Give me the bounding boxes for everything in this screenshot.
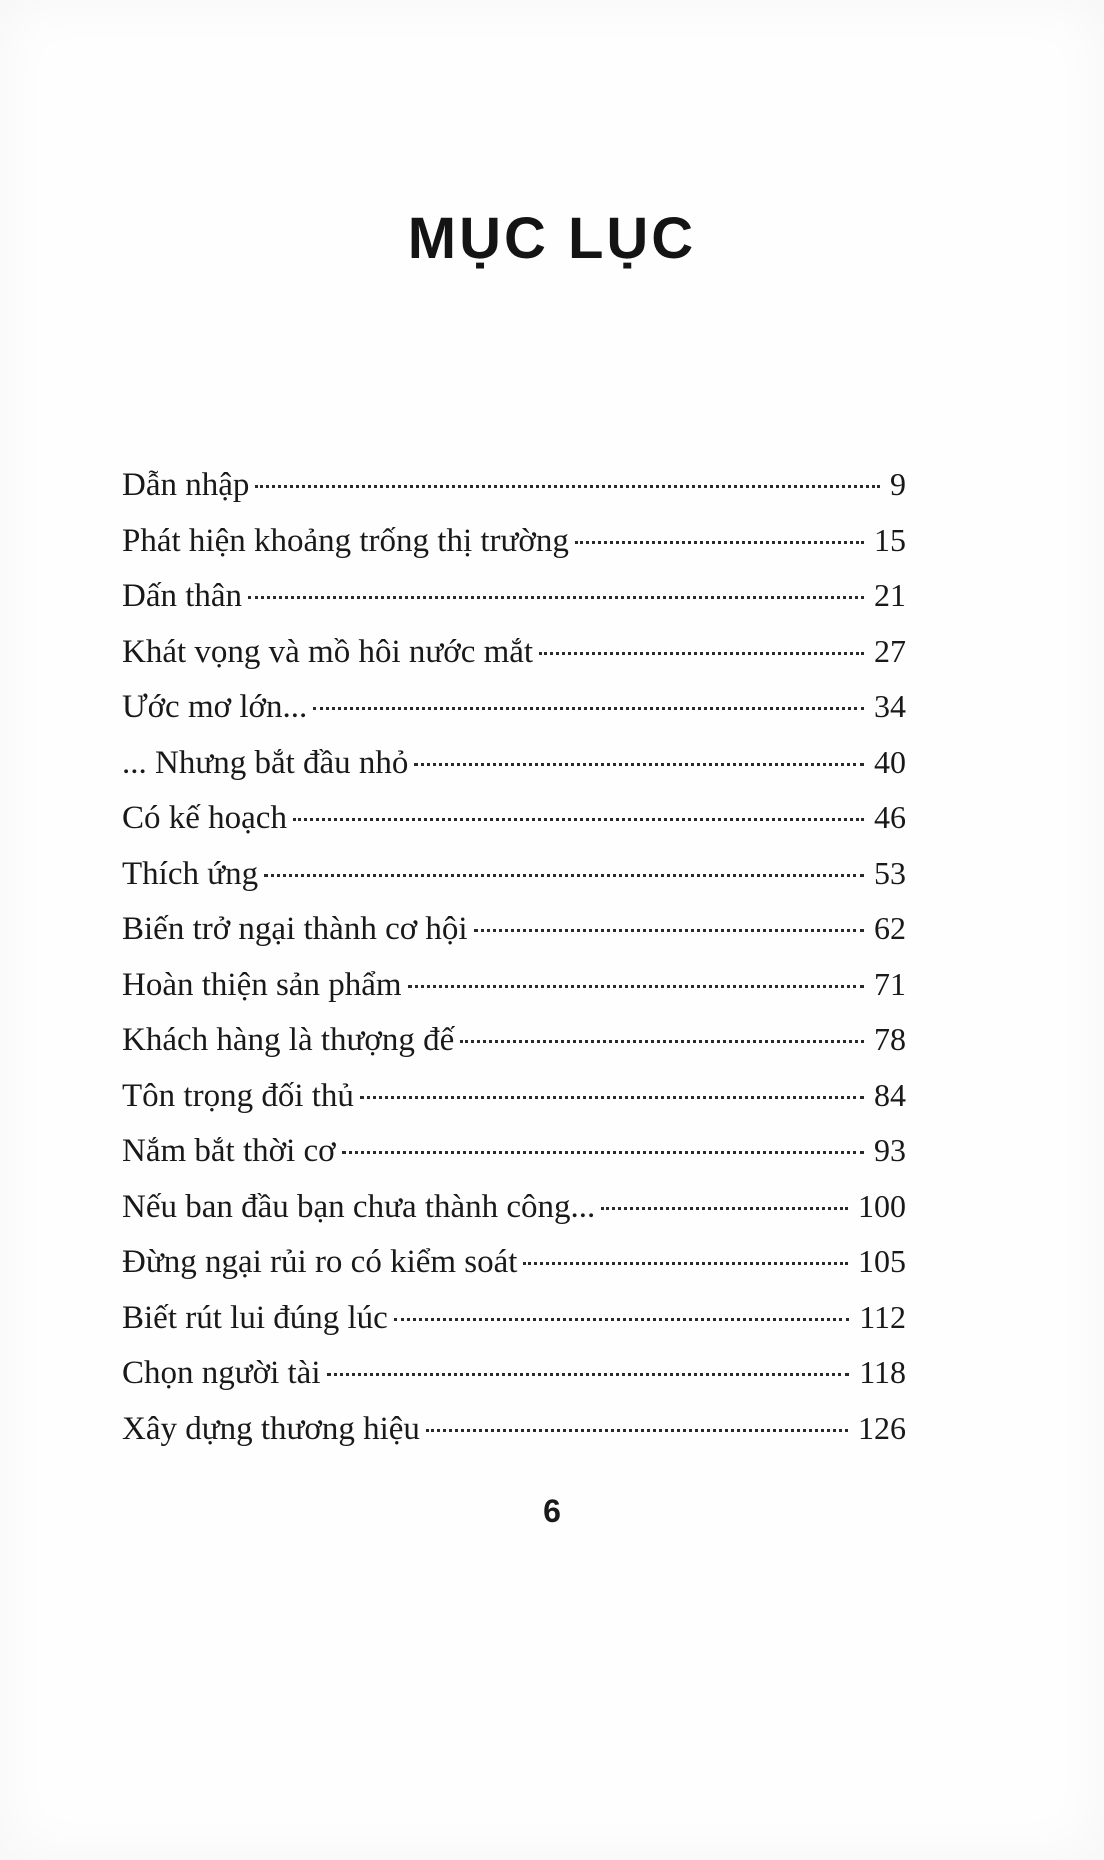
toc-entry xyxy=(122,568,906,624)
dot-leader xyxy=(255,485,880,488)
toc-entry xyxy=(122,679,906,735)
toc-entry xyxy=(122,957,906,1013)
toc-entry-label: Hoàn thiện sản phẩm xyxy=(122,966,402,1003)
dot-leader xyxy=(601,1207,848,1210)
dot-leader xyxy=(460,1040,864,1043)
toc-entry xyxy=(122,790,906,846)
toc-entry xyxy=(122,735,906,791)
toc-entry-page: 53 xyxy=(874,854,906,891)
dot-leader xyxy=(394,1318,849,1321)
toc-entry-page: 9 xyxy=(890,466,906,502)
toc-entry-page: 100 xyxy=(858,1187,906,1224)
toc-entry xyxy=(122,1234,906,1290)
dot-leader xyxy=(248,596,864,599)
toc-entry-label: Phát hiện khoảng trống thị trường xyxy=(122,522,569,559)
toc-entry-label: Thích ứng xyxy=(122,855,259,892)
toc-entry-page: 93 xyxy=(874,1132,906,1168)
dot-leader xyxy=(414,763,864,766)
toc-entry xyxy=(122,1401,906,1457)
dot-leader xyxy=(313,707,864,710)
toc-entry-page: 78 xyxy=(874,1021,906,1057)
toc-entry-page: 21 xyxy=(874,577,906,613)
toc-entry-label: Biết rút lui đúng lúc xyxy=(122,1299,388,1336)
toc-entry-label: Khách hàng là thượng đế xyxy=(122,1022,455,1058)
toc-entry-page: 84 xyxy=(874,1076,906,1113)
toc-entry xyxy=(122,846,906,902)
toc-entry-page: 105 xyxy=(858,1243,906,1279)
toc-entry-page: 118 xyxy=(859,1354,906,1390)
dot-leader xyxy=(293,818,864,821)
dot-leader xyxy=(474,929,864,932)
toc-entry-page: 62 xyxy=(874,910,906,946)
toc-entry-label: ... Nhưng bắt đầu nhỏ xyxy=(122,744,409,781)
dot-leader xyxy=(426,1429,848,1432)
dot-leader xyxy=(539,652,864,655)
dot-leader xyxy=(360,1096,864,1099)
dot-leader xyxy=(264,874,864,877)
toc-entry-label: Dẫn nhập xyxy=(122,467,250,503)
toc-entry-label: Khát vọng và mồ hôi nước mắt xyxy=(122,633,534,670)
toc-entry-page: 27 xyxy=(874,632,906,669)
dot-leader xyxy=(327,1373,850,1376)
toc-entry xyxy=(122,1179,906,1235)
dot-leader xyxy=(575,541,864,544)
toc-entry-label: Nắm bắt thời cơ xyxy=(122,1133,336,1169)
toc-entry-page: 126 xyxy=(858,1409,906,1446)
toc-entry-page: 34 xyxy=(874,688,906,724)
toc-entry-page: 40 xyxy=(874,743,906,780)
toc-list xyxy=(0,457,1104,1456)
toc-entry-label: Chọn người tài xyxy=(122,1355,321,1391)
toc-entry-page: 112 xyxy=(859,1298,906,1335)
page-title: MỤC LỤC xyxy=(407,206,697,271)
toc-entry-page: 15 xyxy=(874,521,906,558)
toc-entry xyxy=(122,1012,906,1068)
toc-entry xyxy=(122,1068,906,1124)
dot-leader xyxy=(342,1151,864,1154)
toc-entry xyxy=(122,457,906,513)
toc-entry-label: Dấn thân xyxy=(122,578,243,614)
toc-entry xyxy=(122,1345,906,1401)
toc-entry xyxy=(122,513,906,569)
toc-entry-label: Tôn trọng đối thủ xyxy=(122,1077,354,1114)
dot-leader xyxy=(408,985,864,988)
toc-entry xyxy=(122,1123,906,1179)
page-number: 6 xyxy=(543,1493,561,1529)
toc-entry-page: 71 xyxy=(874,965,906,1002)
toc-entry xyxy=(122,624,906,680)
toc-entry-label: Đừng ngại rủi ro có kiểm soát xyxy=(122,1244,518,1280)
dot-leader xyxy=(523,1262,848,1265)
toc-entry-page: 46 xyxy=(874,799,906,835)
toc-entry-label: Xây dựng thương hiệu xyxy=(122,1410,420,1447)
toc-entry-label: Biến trở ngại thành cơ hội xyxy=(122,911,468,947)
toc-entry-label: Có kế hoạch xyxy=(122,800,287,836)
toc-entry xyxy=(122,901,906,957)
toc-entry-label: Ước mơ lớn... xyxy=(122,689,308,725)
toc-entry-label: Nếu ban đầu bạn chưa thành công... xyxy=(122,1188,596,1225)
toc-entry xyxy=(122,1290,906,1346)
